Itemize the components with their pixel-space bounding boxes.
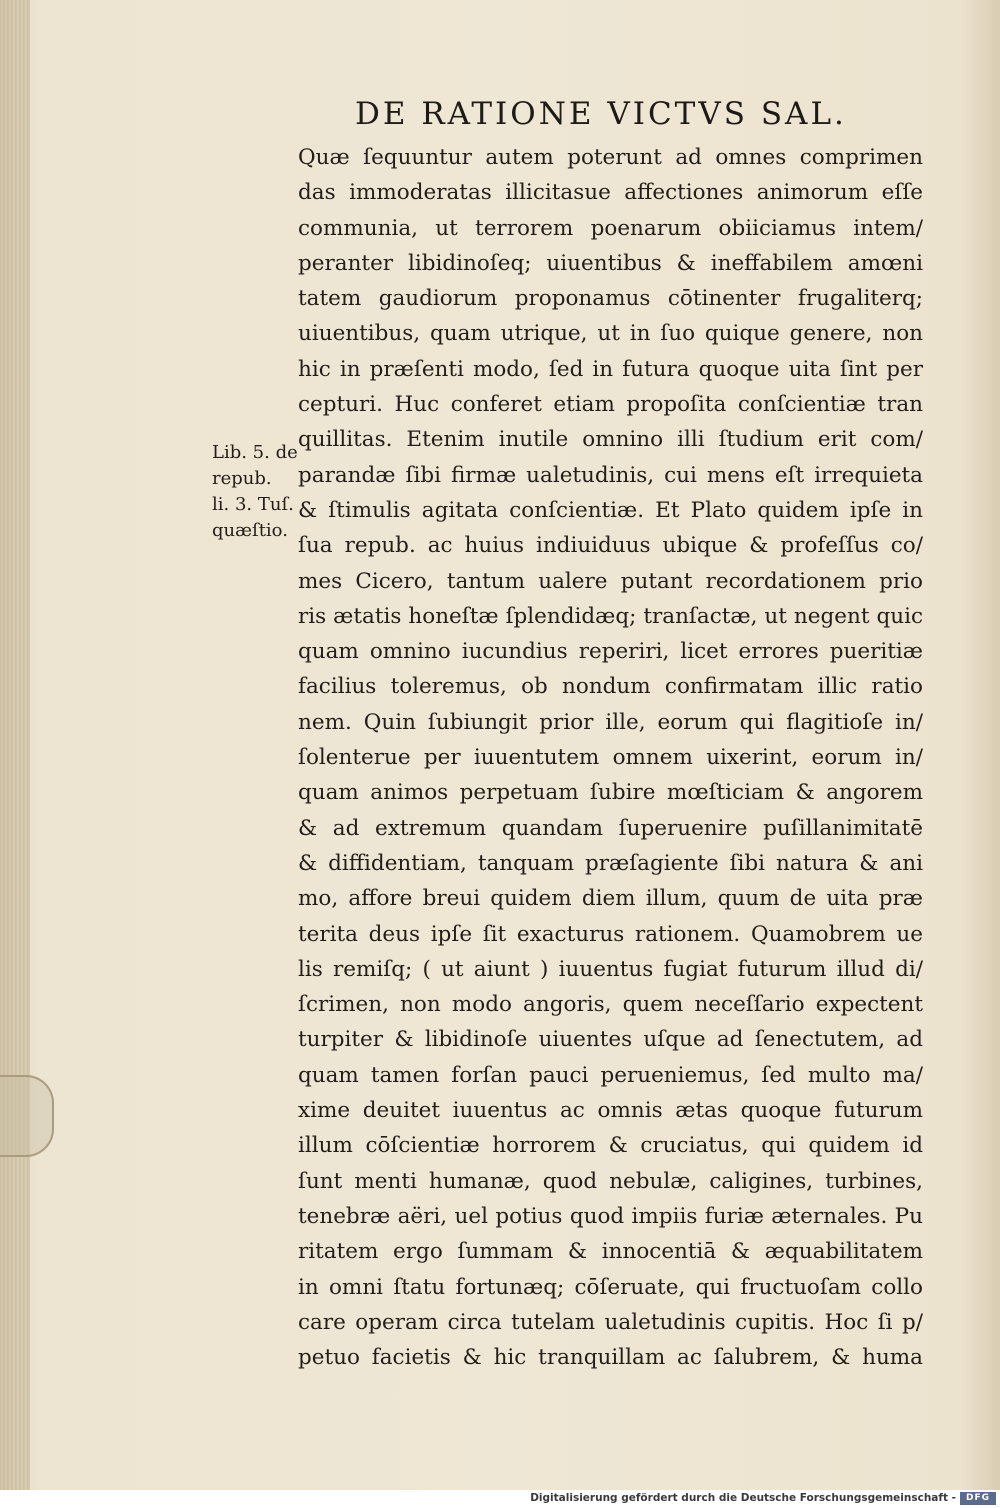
text-line: Quæ ſequuntur autem poterunt ad omnes comprimen [298,145,923,170]
text-line: uiuentibus, quam utrique, ut in ſuo quique genere, non [298,321,923,347]
digitization-credit: Digitalisierung gefördert durch die Deutsche Forschungsgemeinschaft - [530,1492,956,1504]
text-line: tatem gaudiorum proponamus cōtinenter frugaliterq; [298,286,923,312]
text-line: petuo facietis & hic tranquillam ac ſalubrem, & huma [298,1345,923,1371]
text-line: ritatem ergo ſummam & innocentiā & æquabilitatem [298,1239,923,1265]
text-line: ſcrimen, non modo angoris, quem neceſſario expectent [298,992,923,1018]
text-line: quam omnino iucundius reperiri, licet errores pueritiæ [298,639,923,665]
text-line: in omni ſtatu fortunæq; cōſeruate, qui fructuoſam collo [298,1274,923,1300]
marginal-note: li. 3. Tuſ. [212,494,294,515]
text-line: turpiter & libidinoſe uiuentes uſque ad ſenectutem, ad [298,1027,923,1053]
marginal-note: quæſtio. [212,520,288,541]
text-line: & diffidentiam, tanquam præſagiente ſibi natura & ani [298,850,923,876]
text-line: facilius toleremus, ob nondum confirmatam illic ratio [298,674,923,700]
text-line: lis remiſq; ( ut aiunt ) iuuentus fugiat futurum illud di/ [298,956,923,982]
text-line: quam animos perpetuam ſubire mœſticiam & angorem [298,780,923,806]
text-line: ſunt menti humanæ, quod nebulæ, caligines, turbines, [298,1168,923,1194]
text-line: xime deuitet iuuentus ac omnis ætas quoque futurum [298,1098,923,1124]
marginal-note: Lib. 5. de [212,442,298,463]
text-line: parandæ ſibi firmæ ualetudinis, cui mens eſt irrequieta [298,462,923,488]
book-clasp [0,1075,54,1157]
text-line: illum cōſcientiæ horrorem & cruciatus, qui quidem id [298,1133,923,1159]
text-line: quillitas. Etenim inutile omnino illi ſtudium erit com/ [298,427,923,453]
text-line: terita deus ipſe ſit exacturus rationem. Quamobrem ue [298,921,923,947]
text-line: ſolenterue per iuuentutem omnem uixerint, eorum in/ [298,745,923,771]
text-line: mes Cicero, tantum ualere putant recordationem prio [298,568,923,594]
text-line: mo, affore breui quidem diem illum, quum de uita præ [298,886,923,912]
text-line: tenebræ aëri, uel potius quod impiis furiæ æternales. Pu [298,1203,923,1229]
body-text [298,140,923,1375]
text-line: das immoderatas illicitasue affectiones animorum eſſe [298,180,923,206]
text-line: care operam circa tutelam ualetudinis cupitis. Hoc ſi p/ [298,1309,923,1335]
text-line: hic in præſenti modo, ſed in futura quoque uita ſint per [298,356,923,382]
dfg-logo-icon: DFG [960,1492,996,1505]
text-line: ris ætatis honeſtæ ſplendidæq; tranſactæ, ut negent quic [298,603,923,629]
text-line: peranter libidinoſeq; uiuentibus & ineffabilem amœni [298,250,923,276]
text-line: quam tamen forſan pauci perueniemus, ſed multo ma/ [298,1062,923,1088]
running-head: DE RATIONE VICTVS SAL. [355,96,847,132]
text-line: cepturi. Huc conferet etiam propoſita conſcientiæ tran [298,392,923,418]
text-line: ſua repub. ac huius indiuiduus ubique & profeſſus co/ [298,533,923,559]
marginal-notes [212,440,304,544]
text-line: & ad extremum quandam ſuperuenire puſillanimitatē [298,815,923,841]
text-line: communia, ut terrorem poenarum obiiciamus intem/ [298,215,923,241]
text-line: & ſtimulis agitata conſcientiæ. Et Plato quidem ipſe in [298,497,923,523]
marginal-note: repub. [212,468,272,489]
text-line: nem. Quin ſubiungit prior ille, eorum qui flagitioſe in/ [298,709,923,735]
stacked-page-edges [0,0,30,1490]
